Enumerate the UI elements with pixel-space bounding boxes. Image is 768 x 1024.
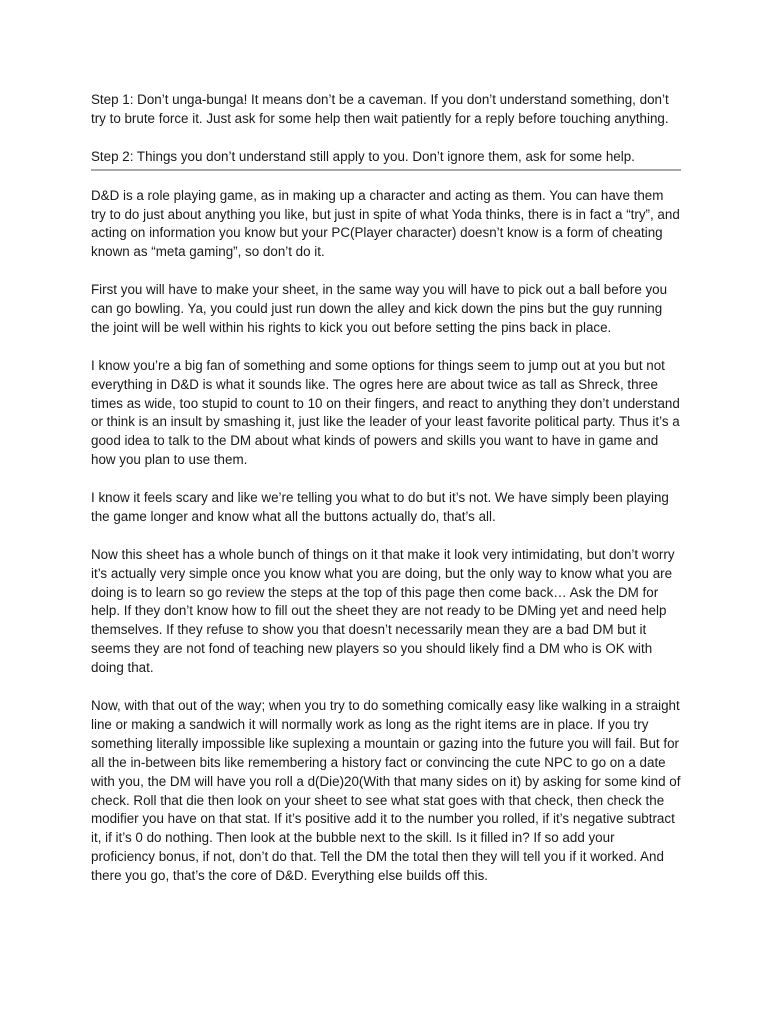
paragraph-core-rules: Now, with that out of the way; when you try to do something comically easy like walking in a straight line or making a sandwich it will normally work as long as the right items are in place. If you try something literally impossible like suplexing a mountain or gazing into the future you will fail. But for all the in-between bits like remembering a history fact or convincing the cute NPC to go on a date with you, the DM will have you roll a d(Die)20(With that many sides on it) by asking for some kind of check. Roll that die then look on your sheet to see what stat goes with that check, then check the modifier you have on that stat. If it’s positive add it to the number you rolled, if it’s negative subtract it, if it’s 0 do nothing. Then look at the bubble next to the skill. Is it filled in? If so add your proficiency bonus, if not, don’t do that. Tell the DM the total then they will tell you if it worked. And there you go, that’s the core of D&D. Everything else builds off this. <box>91 698 681 884</box>
paragraph-intro: D&D is a role playing game, as in making up a character and acting as them. You can have them try to do just about anything you like, but just in spite of what Yoda thinks, there is in fact a “try”, and acting on information you know but your PC(Player character) doesn’t know is a form of cheating known as “meta gaming”, so don’t do it. <box>91 187 680 260</box>
paragraph-dm-help: Now this sheet has a whole bunch of things on it that make it look very intimidating, but don’t worry it’s actually very simple once you know what you are doing, but the only way to know what you are doing is to learn so go review the steps at the top of this page then come back… Ask the DM for help. If they don’t know how to fill out the sheet they are not ready to be DMing yet and need help themselves. If they refuse to show you that doesn’t necessarily mean they are a bad DM but it seems they are not fond of teaching new players so you should likely find a DM who is OK with doing that. <box>91 546 675 676</box>
paragraph-options: I know you’re a big fan of something and some options for things seem to jump out at you but not everything in D&D is what it sounds like. The ogres here are about twice as tall as Shreck, three times as wide, too stupid to count to 10 on their fingers, and react to anything they don’t understand or think is an insult by smashing it, just like the leader of your least favorite political party. Thus it’s a good idea to talk to the DM about what kinds of powers and skills you want to have in game and how you plan to use them. <box>91 357 680 468</box>
step-2-text: Step 2: Things you don’t understand still apply to you. Don’t ignore them, ask for some help. <box>91 148 635 164</box>
step-1-text: Step 1: Don’t unga-bunga! It means don’t be a caveman. If you don’t understand something, don’t try to brute force it. Just ask for some help then wait patiently for a reply before touching anything. <box>91 92 669 126</box>
document-body <box>91 91 681 905</box>
paragraph-sheet: First you will have to make your sheet, in the same way you will have to pick out a ball before you can go bowling. Ya, you could just run down the alley and kick down the pins but the guy running the joint will be well within his rights to kick you out before setting the pins back in place. <box>91 282 668 335</box>
paragraph-reassurance: I know it feels scary and like we’re telling you what to do but it’s not. We have simply been playing the game longer and know what all the buttons actually do, that’s all. <box>91 490 669 524</box>
section-divider <box>91 169 681 171</box>
